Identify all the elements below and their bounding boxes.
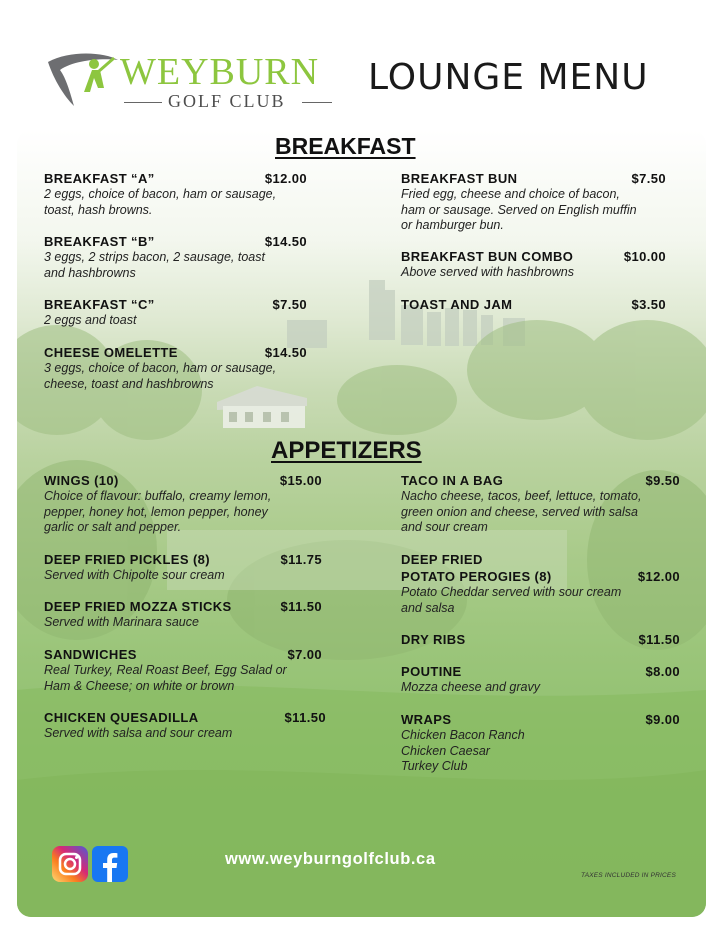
item-description: 2 eggs and toast	[44, 313, 137, 327]
taxes-note: TAXES INCLUDED IN PRICES	[581, 872, 676, 879]
item-name: POUTINE	[401, 664, 462, 679]
breakfast-heading: BREAKFAST	[275, 133, 416, 159]
item-description: Fried egg, cheese and choice of bacon, ham or sausage. Served on English muffin or hamburger bun.	[401, 187, 637, 232]
appetizers-heading: APPETIZERS	[271, 437, 422, 464]
item-description: Served with Marinara sauce	[44, 615, 199, 629]
item-price: $9.50	[645, 473, 680, 488]
website-link[interactable]: www.weyburngolfclub.ca	[225, 850, 436, 868]
item-price: $11.50	[280, 599, 322, 614]
item-description: 3 eggs, 2 strips bacon, 2 sausage, toast and hashbrowns	[44, 250, 265, 280]
item-price: $7.00	[287, 647, 322, 662]
item-price: $8.00	[645, 664, 680, 679]
item-name: BREAKFAST BUN	[401, 171, 518, 186]
item-description: Served with Chipolte sour cream	[44, 568, 225, 582]
item-price: $7.50	[631, 171, 666, 186]
item-price: $15.00	[279, 473, 322, 488]
item-name: BREAKFAST “B”	[44, 234, 155, 249]
facebook-icon[interactable]	[92, 846, 128, 882]
item-name: DEEP FRIED MOZZA STICKS	[44, 599, 232, 614]
item-price: $14.50	[264, 234, 307, 249]
item-description: Chicken Bacon Ranch Chicken Caesar Turkey Club	[401, 728, 525, 773]
item-price: $12.00	[637, 569, 680, 584]
logo-subtitle: GOLF CLUB	[168, 91, 286, 111]
item-name: POTATO PEROGIES (8)	[401, 569, 552, 584]
item-name-line1: DEEP FRIED	[401, 552, 483, 567]
logo-divider-right	[302, 102, 332, 103]
item-description: Potato Cheddar served with sour cream and salsa	[401, 585, 622, 615]
logo-wordmark: WEYBURN	[120, 51, 320, 93]
item-name: BREAKFAST BUN COMBO	[401, 249, 574, 264]
logo-divider-left	[124, 102, 162, 103]
item-name: BREAKFAST “A”	[44, 171, 155, 186]
item-price: $11.75	[280, 552, 322, 567]
item-name: WINGS (10)	[44, 473, 119, 488]
item-name: DRY RIBS	[401, 632, 466, 647]
item-price: $14.50	[264, 345, 307, 360]
item-description: Served with salsa and sour cream	[44, 726, 233, 740]
golfer-swoosh-icon	[44, 48, 124, 114]
item-name: WRAPS	[401, 712, 452, 727]
item-description: Choice of flavour: buffalo, creamy lemon, pepper, honey hot, lemon pepper, honey garlic or salt and pepper.	[44, 489, 272, 534]
item-description: Above served with hashbrowns	[401, 265, 575, 279]
item-name: BREAKFAST “C”	[44, 297, 155, 312]
instagram-icon[interactable]	[52, 846, 88, 882]
item-description: Nacho cheese, tacos, beef, lettuce, tomato, green onion and cheese, served with salsa and sour cream	[401, 489, 642, 534]
item-price: $9.00	[645, 712, 680, 727]
item-price: $11.50	[638, 632, 680, 647]
item-description: Real Turkey, Real Roast Beef, Egg Salad or Ham & Cheese; on white or brown	[44, 663, 287, 693]
item-name: CHICKEN QUESADILLA	[44, 710, 199, 725]
item-price: $11.50	[284, 710, 326, 725]
weyburn-golf-club-logo	[44, 48, 334, 114]
item-name: TOAST AND JAM	[401, 297, 513, 312]
item-price: $10.00	[623, 249, 666, 264]
item-price: $3.50	[631, 297, 666, 312]
item-description: 3 eggs, choice of bacon, ham or sausage, cheese, toast and hashbrowns	[44, 361, 277, 391]
item-description: Mozza cheese and gravy	[401, 680, 540, 694]
page-title: LOUNGE MENU	[368, 57, 649, 98]
item-name: TACO IN A BAG	[401, 473, 504, 488]
item-name: SANDWICHES	[44, 647, 137, 662]
item-price: $12.00	[264, 171, 307, 186]
item-name: CHEESE OMELETTE	[44, 345, 178, 360]
item-price: $7.50	[272, 297, 307, 312]
item-description: 2 eggs, choice of bacon, ham or sausage, toast, hash browns.	[44, 187, 277, 217]
item-name: DEEP FRIED PICKLES (8)	[44, 552, 211, 567]
